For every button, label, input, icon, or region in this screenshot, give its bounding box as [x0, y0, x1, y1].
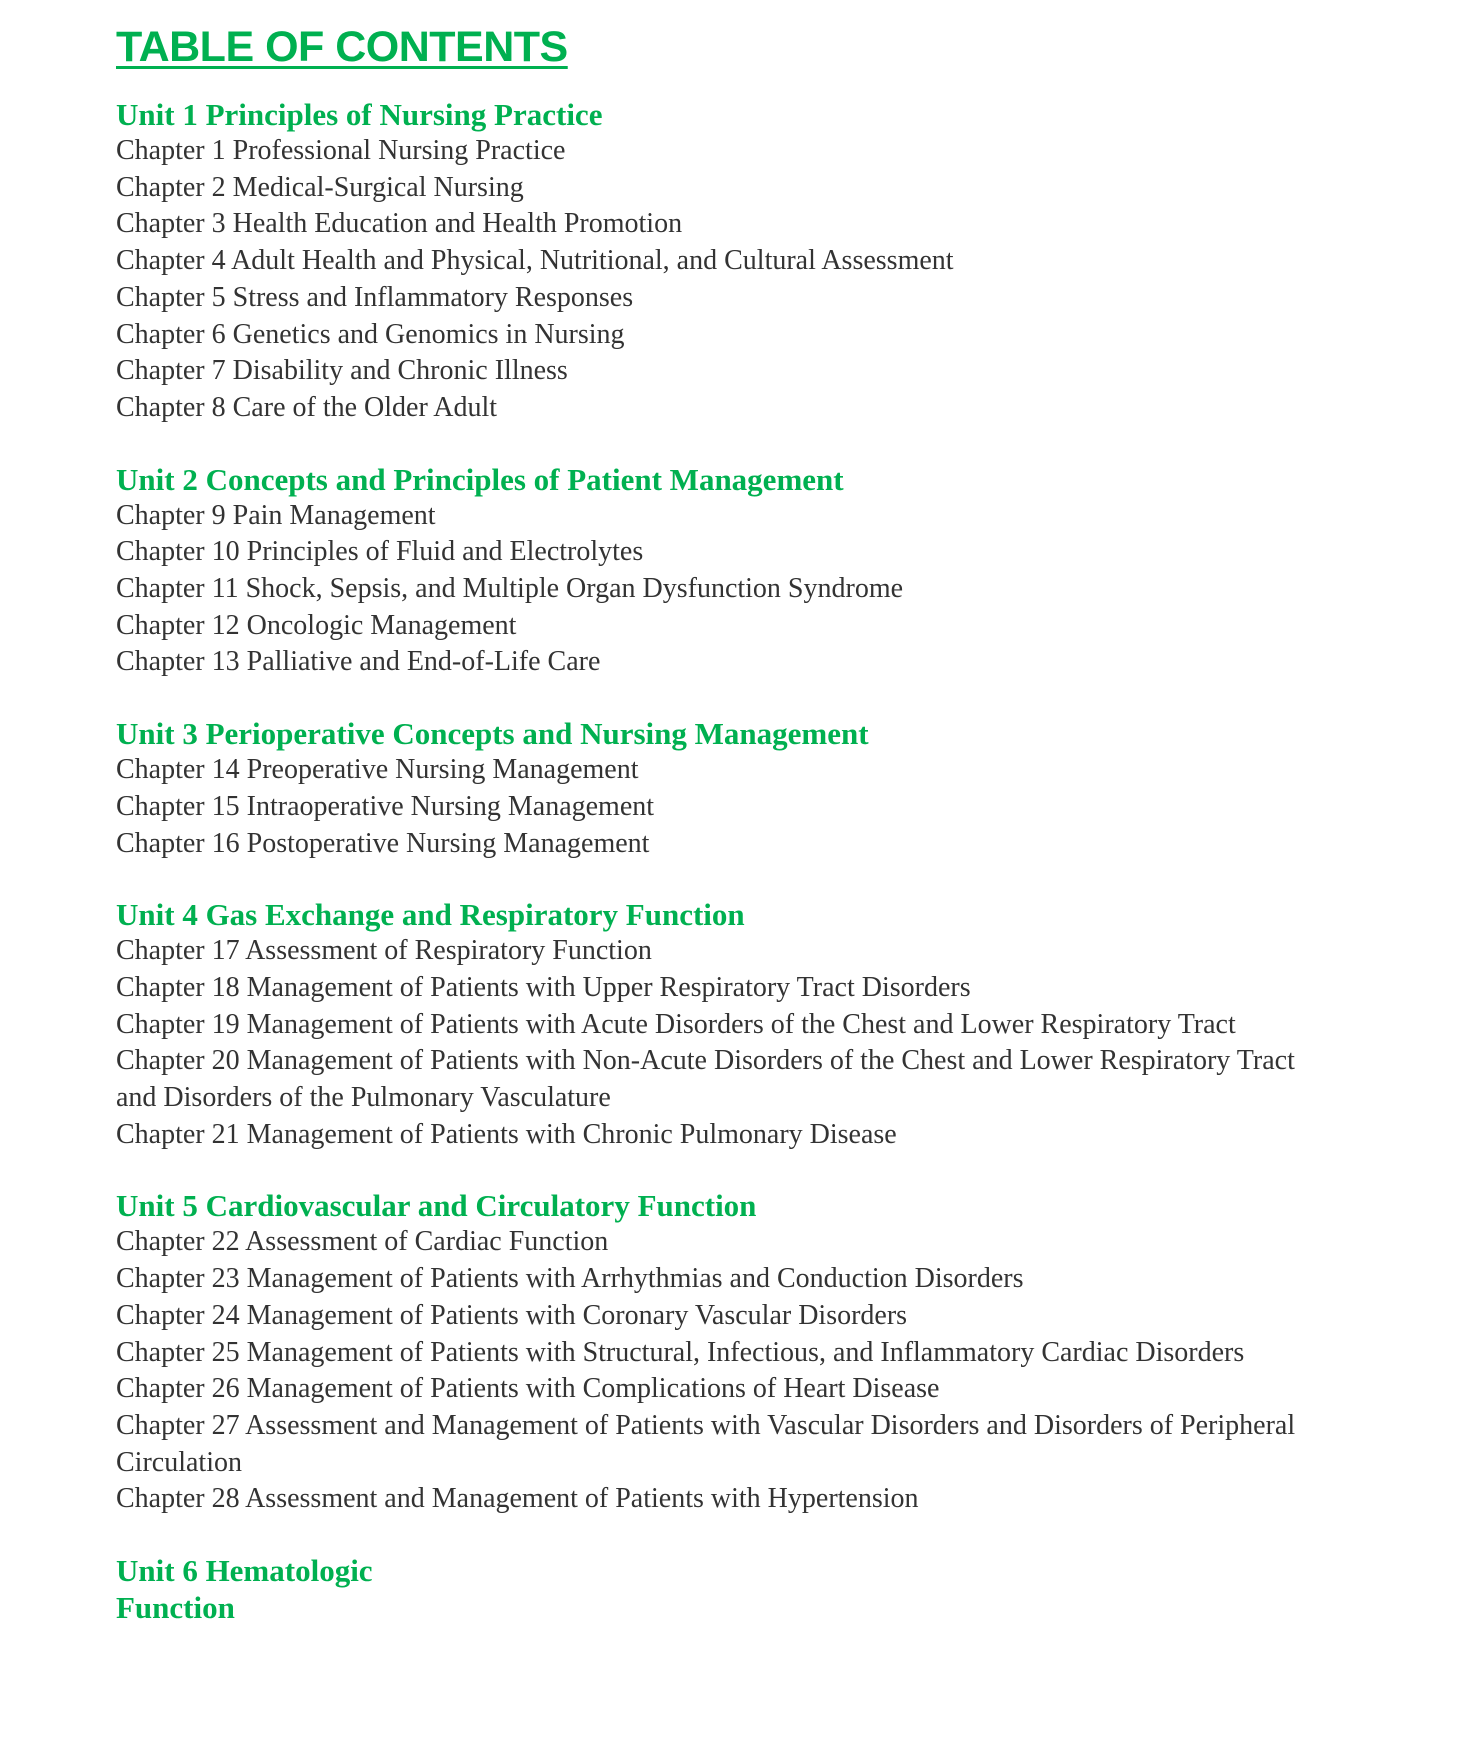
chapter-entry: Chapter 21 Management of Patients with Chronic Pulmonary Disease: [116, 1118, 897, 1150]
chapter-entry: Chapter 10 Principles of Fluid and Electrolytes: [116, 536, 644, 568]
chapter-entry: Chapter 24 Management of Patients with Coronary Vascular Disorders: [116, 1299, 908, 1331]
chapter-entry: Chapter 2 Medical-Surgical Nursing: [116, 171, 524, 203]
chapter-entry: Chapter 27 Assessment and Management of Patients with Vascular Disorders and Disorders of Peripheral Circulation: [116, 1409, 1296, 1478]
unit-heading: Unit 4 Gas Exchange and Respiratory Function: [116, 897, 745, 933]
page-title: TABLE OF CONTENTS: [116, 23, 568, 71]
chapter-entry: Chapter 12 Oncologic Management: [116, 609, 517, 641]
chapter-entry: Chapter 28 Assessment and Management of Patients with Hypertension: [116, 1483, 919, 1515]
chapter-entry: Chapter 9 Pain Management: [116, 499, 436, 531]
toc-unit: [116, 96, 1456, 427]
chapter-entry: Chapter 1 Professional Nursing Practice: [116, 135, 566, 166]
chapter-entry: Chapter 8 Care of the Older Adult: [116, 391, 498, 423]
chapter-entry: Chapter 20 Management of Patients with Non-Acute Disorders of the Chest and Lower Respiratory Tract and Disorders of the Pulmonary Vasculature: [116, 1045, 1295, 1114]
chapter-entry: Chapter 22 Assessment of Cardiac Function: [116, 1226, 609, 1258]
chapter-entry: Chapter 4 Adult Health and Physical, Nutritional, and Cultural Assessment: [116, 245, 954, 277]
document-page: [116, 18, 1456, 1660]
chapter-entry: Chapter 15 Intraoperative Nursing Management: [116, 790, 655, 822]
chapter-entry: Chapter 23 Management of Patients with Arrhythmias and Conduction Disorders: [116, 1263, 1024, 1295]
chapter-entry: Chapter 26 Management of Patients with Complications of Heart Disease: [116, 1373, 940, 1405]
chapter-entry: Chapter 18 Management of Patients with Upper Respiratory Tract Disorders: [116, 971, 971, 1003]
chapter-entry: Chapter 25 Management of Patients with Structural, Infectious, and Inflammatory Cardiac Disorders: [116, 1336, 1245, 1368]
toc-unit: [116, 1187, 1456, 1518]
unit-heading: Unit 1 Principles of Nursing Practice: [116, 97, 603, 132]
chapter-entry: Chapter 14 Preoperative Nursing Management: [116, 754, 639, 786]
chapter-entry: Chapter 17 Assessment of Respiratory Function: [116, 935, 652, 967]
toc-unit: [116, 1552, 1456, 1626]
chapter-entry: Chapter 16 Postoperative Nursing Management: [116, 827, 650, 859]
chapter-entry: Chapter 13 Palliative and End-of-Life Care: [116, 646, 601, 678]
chapter-entry: Chapter 5 Stress and Inflammatory Responses: [116, 281, 634, 313]
chapter-entry: Chapter 11 Shock, Sepsis, and Multiple Organ Dysfunction Syndrome: [116, 573, 904, 605]
toc-unit: [116, 715, 1456, 862]
unit-heading: Unit 2 Concepts and Principles of Patient Management: [116, 461, 844, 497]
chapter-entry: Chapter 3 Health Education and Health Promotion: [116, 208, 683, 240]
unit-heading: Unit 5 Cardiovascular and Circulatory Function: [116, 1188, 757, 1224]
toc-unit: [116, 461, 1456, 682]
chapter-entry: Chapter 6 Genetics and Genomics in Nursing: [116, 318, 625, 350]
toc-unit: [116, 896, 1456, 1153]
chapter-entry: Chapter 7 Disability and Chronic Illness: [116, 355, 568, 387]
unit-heading: Unit 3 Perioperative Concepts and Nursing Management: [116, 716, 869, 752]
chapter-entry: Chapter 19 Management of Patients with Acute Disorders of the Chest and Lower Respiratory Tract: [116, 1008, 1236, 1040]
toc-units: [116, 96, 1456, 1626]
unit-heading: Unit 6 Hematologic Function: [116, 1553, 373, 1626]
